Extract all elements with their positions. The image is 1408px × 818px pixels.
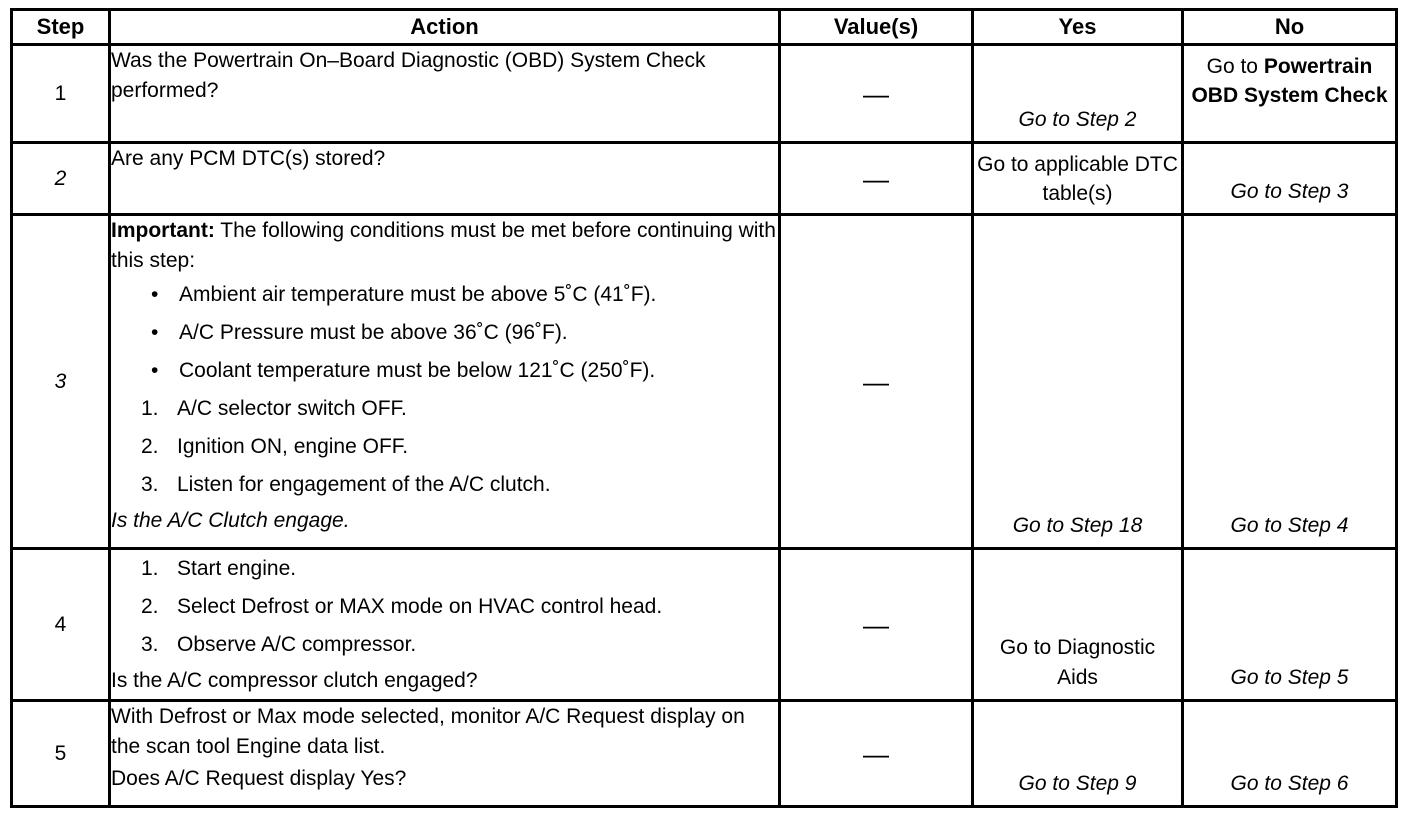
no-link[interactable] bbox=[1184, 46, 1395, 110]
table-row bbox=[12, 143, 1397, 215]
no-link[interactable]: Go to Step 4 bbox=[1230, 514, 1349, 537]
yes-link[interactable]: Go to Step 9 bbox=[1018, 772, 1137, 795]
header-no: No bbox=[1183, 10, 1397, 45]
bullet-icon: • bbox=[151, 283, 159, 306]
action-text: Are any PCM DTC(s) stored? bbox=[111, 147, 386, 170]
action-text: Was the Powertrain On–Board Diagnostic (OBD) System Check performed? bbox=[111, 49, 706, 102]
header-values: Value(s) bbox=[780, 10, 973, 45]
list-item: 3. Observe A/C compressor. bbox=[141, 633, 417, 656]
header-yes: Yes bbox=[973, 10, 1183, 45]
list-item: 3. Listen for engagement of the A/C clutch. bbox=[141, 473, 551, 496]
value-cell: — bbox=[780, 215, 973, 549]
header-row bbox=[12, 10, 1397, 45]
action-cell bbox=[110, 701, 780, 807]
action-cell bbox=[110, 215, 780, 549]
important-text: The following conditions must be met before continuing with this step: bbox=[111, 219, 776, 272]
action-text: With Defrost or Max mode selected, monitor A/C Request display on the scan tool Engine data list. bbox=[111, 705, 745, 758]
action-question: Is the A/C compressor clutch engaged? bbox=[111, 669, 478, 692]
action-question: Does A/C Request display Yes? bbox=[111, 767, 407, 790]
yes-cell bbox=[973, 45, 1183, 143]
action-cell bbox=[110, 45, 780, 143]
no-cell bbox=[1183, 549, 1397, 701]
yes-link[interactable]: Go to Diagnostic Aids bbox=[999, 636, 1156, 689]
no-link[interactable]: Go to Step 3 bbox=[1230, 180, 1349, 203]
value-cell: — bbox=[780, 45, 973, 143]
no-link[interactable]: Go to Step 6 bbox=[1230, 772, 1349, 795]
important-label: Important: bbox=[111, 219, 215, 242]
table-row bbox=[12, 45, 1397, 143]
no-cell bbox=[1183, 215, 1397, 549]
action-question: Is the A/C Clutch engage. bbox=[111, 509, 350, 532]
diagnostic-table bbox=[10, 8, 1398, 808]
yes-cell bbox=[973, 215, 1183, 549]
bullet-icon: • bbox=[151, 321, 159, 344]
list-item: 1. A/C selector switch OFF. bbox=[141, 397, 407, 420]
list-item: 2. Select Defrost or MAX mode on HVAC control head. bbox=[141, 595, 663, 618]
no-cell bbox=[1183, 143, 1397, 215]
list-item: • Coolant temperature must be below 121˚C (250˚F). bbox=[111, 352, 778, 390]
list-item: 1. Start engine. bbox=[141, 557, 297, 580]
action-cell bbox=[110, 549, 780, 701]
list-item: • Ambient air temperature must be above 5˚C (41˚F). bbox=[111, 276, 778, 314]
header-step: Step bbox=[12, 10, 110, 45]
no-link[interactable]: Go to Step 5 bbox=[1230, 666, 1349, 689]
value-cell: — bbox=[780, 143, 973, 215]
step-number: 2 bbox=[12, 143, 110, 215]
yes-link[interactable]: Go to Step 2 bbox=[1018, 108, 1137, 131]
yes-cell bbox=[973, 701, 1183, 807]
no-link-prefix: Go to bbox=[1206, 55, 1264, 78]
table-row bbox=[12, 215, 1397, 549]
step-number: 3 bbox=[12, 215, 110, 549]
table-row bbox=[12, 549, 1397, 701]
step-number: 5 bbox=[12, 701, 110, 807]
action-cell bbox=[110, 143, 780, 215]
table-row bbox=[12, 701, 1397, 807]
no-cell bbox=[1183, 701, 1397, 807]
bullet-icon: • bbox=[151, 359, 159, 382]
yes-link[interactable]: Go to applicable DTC table(s) bbox=[977, 153, 1178, 205]
yes-cell bbox=[973, 143, 1183, 215]
header-action: Action bbox=[110, 10, 780, 45]
yes-cell bbox=[973, 549, 1183, 701]
no-link-target: Powertrain OBD System Check bbox=[1191, 55, 1388, 107]
yes-link[interactable]: Go to Step 18 bbox=[1012, 514, 1143, 537]
step-number: 4 bbox=[12, 549, 110, 701]
no-cell bbox=[1183, 45, 1397, 143]
value-cell: — bbox=[780, 549, 973, 701]
important-note bbox=[111, 216, 778, 276]
value-cell: — bbox=[780, 701, 973, 807]
step-number: 1 bbox=[12, 45, 110, 143]
list-item: 2. Ignition ON, engine OFF. bbox=[141, 435, 409, 458]
list-item: • A/C Pressure must be above 36˚C (96˚F). bbox=[111, 314, 778, 352]
